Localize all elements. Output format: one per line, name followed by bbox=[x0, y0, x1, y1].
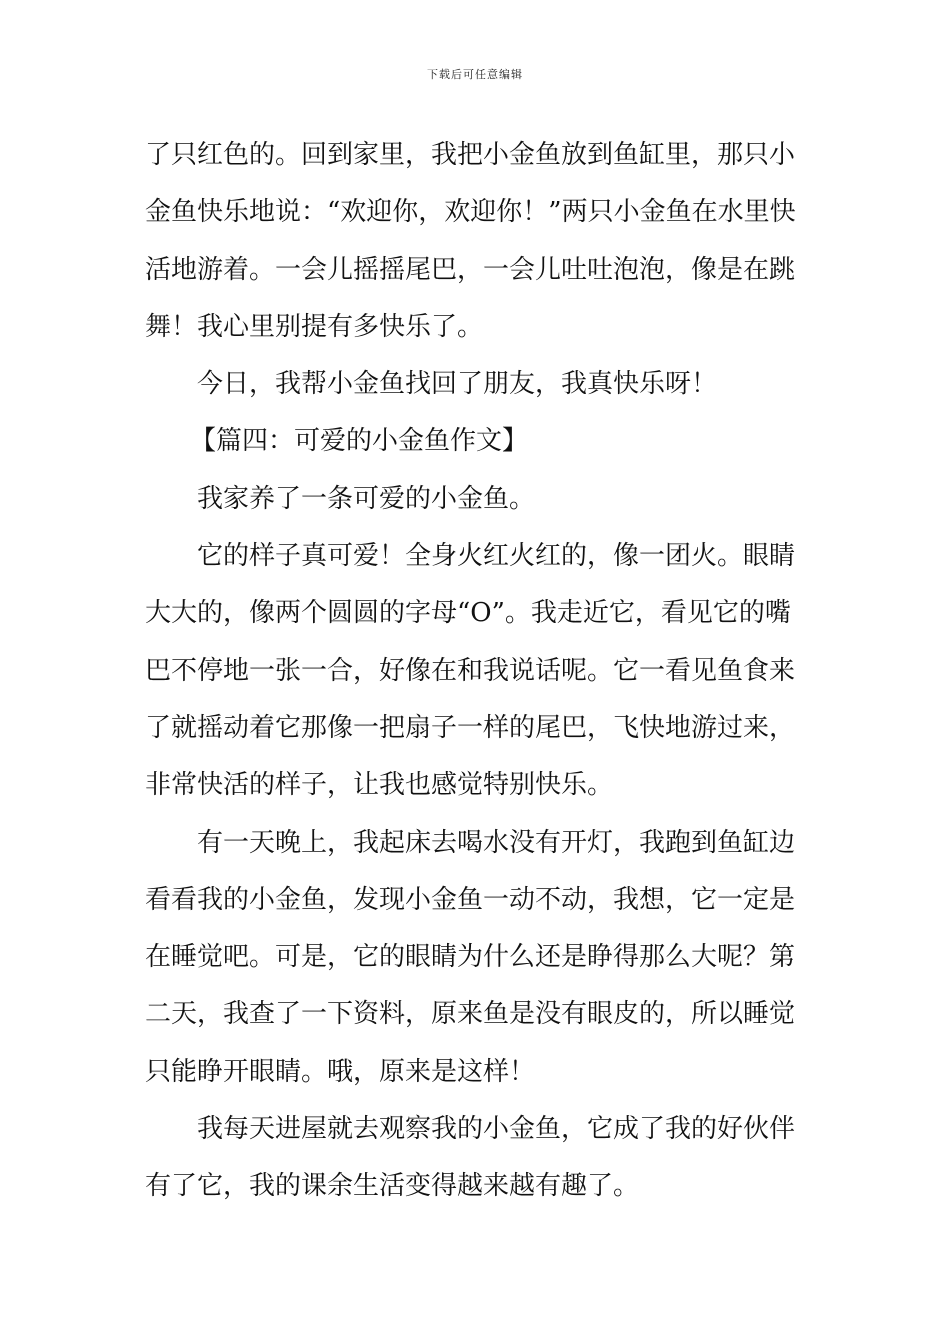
paragraph-appearance: 它的样子真可爱！全身火红火红的，像一团火。眼睛大大的，像两个圆圆的字母“O”。我走近它，看见它的嘴巴不停地一张一合，好像在和我说话呢。它一看见鱼食来了就摇动着它那像一把扇子一样的尾巴，飞快地游过来，非常快活的样子，让我也感觉特别快乐。 bbox=[145, 541, 796, 801]
paragraph-continuation: 了只红色的。回到家里，我把小金鱼放到鱼缸里，那只小金鱼快乐地说：“欢迎你，欢迎你！”两只小金鱼在水里快活地游着。一会儿摇摇尾巴，一会儿吐吐泡泡，像是在跳舞！我心里别提有多快乐了。 bbox=[145, 140, 796, 342]
paragraph-night: 有一天晚上，我起床去喝水没有开灯，我跑到鱼缸边看看我的小金鱼，发现小金鱼一动不动，我想，它一定是在睡觉吧。可是，它的眼睛为什么还是睁得那么大呢？第二天，我查了一下资料，原来鱼是没有眼皮的，所以睡觉只能睁开眼睛。哦，原来是这样！ bbox=[145, 827, 796, 1087]
paragraph-daily: 我每天进屋就去观察我的小金鱼，它成了我的好伙伴有了它，我的课余生活变得越来越有趣了。 bbox=[145, 1114, 796, 1202]
document-body bbox=[145, 127, 810, 1216]
paragraph-today: 今日，我帮小金鱼找回了朋友，我真快乐呀！ bbox=[197, 369, 718, 400]
section-heading: 【篇四：可爱的小金鱼作文】 bbox=[190, 426, 529, 457]
paragraph-intro: 我家养了一条可爱的小金鱼。 bbox=[197, 483, 536, 514]
page-header: 下载后可任意编辑 bbox=[427, 68, 523, 81]
